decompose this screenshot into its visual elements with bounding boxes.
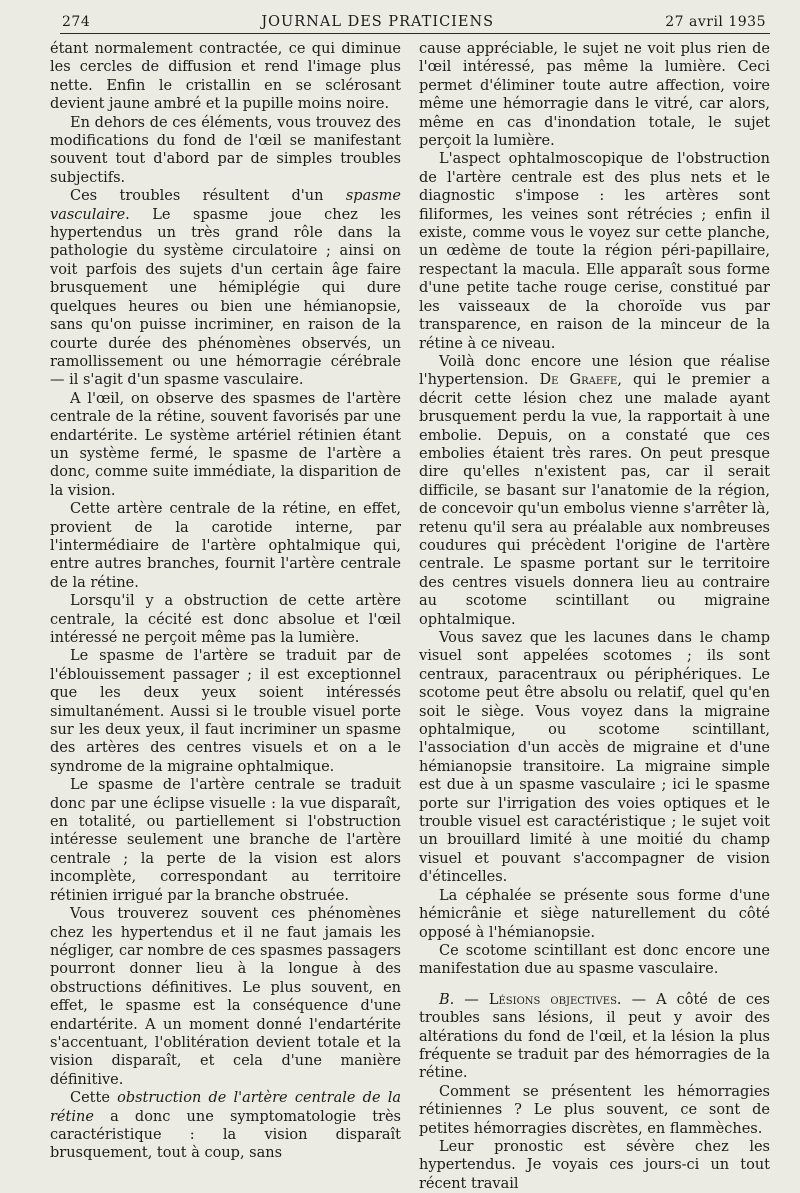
paragraph: Cette artère centrale de la rétine, en effet, provient de la carotide interne, par l'intermédiaire de l'artère ophtalmique qui, entre autres branches, fournit l'artère centrale de la rétine. <box>50 501 401 591</box>
paragraph: A l'œil, on observe des spasmes de l'artère centrale de la rétine, souvent favorisés par une endartérite. Le système artériel rétinien étant un système fermé, le spasme de l'artère a donc, comme suite immédiate, la disparition de la vision. <box>50 390 401 499</box>
section-label: B. <box>439 991 455 1008</box>
text-run: Cette <box>70 1090 118 1107</box>
paragraph <box>419 991 770 1083</box>
paragraph: Vous savez que les lacunes dans le champ visuel sont appelées scotomes ; ils sont centraux, paracentraux ou périphériques. Le scotome peut être absolu ou relatif, quel qu'en soit le siège. Vous voyez dans la migraine ophtalmique, ou scotome scintillant, l'association d'un accès de migraine et d'une hémianopsie transitoire. La migraine simple est due à un spasme vasculaire ; ici le spasme porte sur l'irrigation des voies optiques et le trouble visuel est caractéristique ; le sujet voit un brouillard limité à une moitié du champ visuel et pouvant s'accompagner de vision d'étincelles. <box>419 630 770 886</box>
header-rule <box>60 33 770 34</box>
right-column <box>419 40 770 1193</box>
text-run: — A côté de ces troubles sans lésions, il peut y avoir des altérations du fond de l'œil, et la lésion la plus fréquente se traduit par des hémorragies de la rétine. <box>419 991 770 1082</box>
text-run: . Le spasme joue chez les hypertendus un très grand rôle dans la pathologie du système circulatoire ; ainsi on voit parfois des sujets d'un certain âge faire brusquement une hémiplégie qui dure quelques heures ou bien une hémianopsie, sans qu'on puisse incriminer, en raison de la courte durée des phénomènes observés, un ramollissement ou une hémorragie cérébrale — il s'agit d'un spasme vasculaire. <box>50 206 401 389</box>
paragraph: En dehors de ces éléments, vous trouvez des modifications du fond de l'œil se manifestant souvent tout d'abord par de simples troubles subjectifs. <box>50 114 401 186</box>
paragraph: L'aspect ophtalmoscopique de l'obstruction de l'artère centrale est des plus nets et le diagnostic s'impose : les artères sont filiformes, les veines sont rétrécies ; enfin il existe, comme vous le voyez sur cette planche, un œdème de toute la région péri-papillaire, respectant la macula. Elle apparaît sous forme d'une petite tache rouge cerise, constitué par les vaisseaux de la choroïde vus par transparence, en raison de la minceur de la rétine à ce niveau. <box>419 151 770 352</box>
paragraph <box>419 353 770 629</box>
text-run: a donc une symptomatologie très caractéristique : la vision disparaît brusquement, tout à coup, sans <box>50 1108 401 1162</box>
page-number: 274 <box>62 14 91 30</box>
left-column <box>50 40 401 1193</box>
text-run: Voilà donc encore une lésion que réalise l'hypertension. <box>419 353 770 389</box>
paragraph: Vous trouverez souvent ces phénomènes chez les hypertendus et il ne faut jamais les négliger, car nombre de ces spasmes passagers pourront donner lieu à la longue à des obstructions définitives. Le plus souvent, en effet, le spasme est la conséquence d'une endartérite. A un moment donné l'endartérite s'accentuant, l'oblitération devient totale et la vision disparaît, et cela d'une manière définitive. <box>50 906 401 1088</box>
paragraph: La céphalée se présente sous forme d'une hémicrânie et siège naturellement du côté opposé à l'hémianopsie. <box>419 887 770 941</box>
paragraph: étant normalement contractée, ce qui diminue les cercles de diffusion et rend l'image plus nette. Enfin le cristallin en se sclérosant devient jaune ambré et la pupille moins noire. <box>50 41 401 113</box>
text-run: , qui le premier a décrit cette lésion chez une malade ayant brusquement perdu la vue, la rapportait à une embolie. Depuis, on a constaté que ces embolies étaient très rares. On peut presque dire qu'elles n'existent pas, car il serait difficile, se basant sur l'anatomie de la région, de concevoir qu'un embolus vienne s'arrêter là, retenu qu'il sera au préalable aux nombreuses coudures qui précèdent l'origine de l'artère centrale. Le spasme portant sur le territoire des centres visuels donnera lieu au contraire au scotome scintillant ou migraine ophtalmique. <box>419 372 770 628</box>
emphasis-obstruction: obstruction de l'artère centrale de la rétine <box>50 1090 401 1125</box>
issue-date: 27 avril 1935 <box>665 14 766 30</box>
text-columns <box>50 40 770 1193</box>
paragraph: Le spasme de l'artère centrale se traduit donc par une éclipse visuelle : la vue disparaît, en totalité, ou partiellement si l'obstruction intéresse seulement une branche de l'artère centrale ; la perte de la vision est alors incomplète, correspondant au territoire rétinien irrigué par la branche obstruée. <box>50 777 401 904</box>
paragraph: Lorsqu'il y a obstruction de cette artère centrale, la cécité est donc absolue et l'œil intéressé ne perçoit même pas la lumière. <box>50 593 401 646</box>
emphasis-spasme-vasculaire: spasme vasculaire <box>50 188 401 223</box>
paragraph: Comment se présentent les hémorragies rétiniennes ? Le plus souvent, ce sont de petites hémorragies discrètes, en flammèches. <box>419 1083 770 1137</box>
paragraph: Le spasme de l'artère se traduit par de l'éblouissement passager ; il est exceptionnel que les deux yeux soient intéressés simultanément. Aussi si le trouble visuel porte sur les deux yeux, il faut incriminer un spasme des artères des centres visuels et on a le syndrome de la migraine ophtalmique. <box>50 648 401 775</box>
paragraph <box>50 1089 401 1163</box>
section-heading: — Lésions objectives. <box>454 991 622 1008</box>
running-header <box>50 14 770 33</box>
paragraph <box>50 187 401 389</box>
paragraph: Ce scotome scintillant est donc encore une manifestation due au spasme vasculaire. <box>419 942 770 978</box>
paragraph: Leur pronostic est sévère chez les hypertendus. Je voyais ces jours-ci un tout récent travail <box>419 1138 770 1192</box>
journal-title: JOURNAL DES PRATICIENS <box>261 14 495 30</box>
author-name: De Graefe <box>539 372 618 389</box>
paragraph: cause appréciable, le sujet ne voit plus rien de l'œil intéressé, pas même la lumière. Ceci permet d'éliminer toute autre affection, voire même une hémorragie dans le vitré, car alors, même en cas d'inondation totale, le sujet perçoit la lumière. <box>419 41 770 150</box>
text-run: Ces troubles résultent d'un <box>70 188 346 205</box>
